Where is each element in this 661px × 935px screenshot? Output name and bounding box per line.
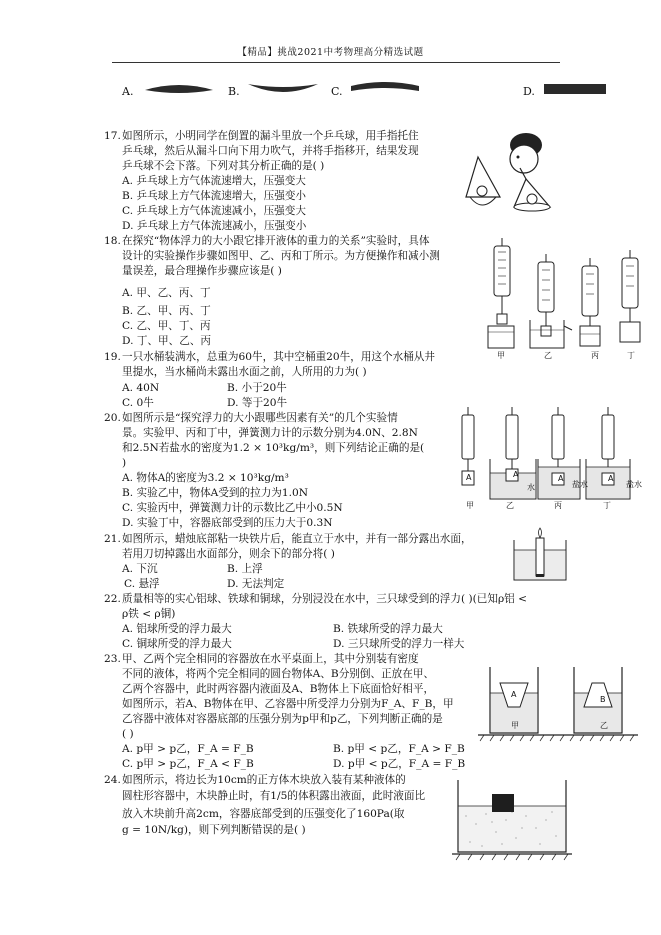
q20-label-saltwater-1: 盐水 xyxy=(572,480,588,489)
q22-line-1: 质量相等的实心铝球、铁球和铜球，分别浸没在水中，三只球受到的浮力( )(已知ρ铝 < xyxy=(122,593,528,605)
q19-number: 19. xyxy=(104,351,121,363)
lens-shape-d xyxy=(544,84,608,96)
q19-option-c: C. 0牛 xyxy=(122,397,154,409)
q21-option-b: B. 上浮 xyxy=(227,563,263,575)
q23-option-c: C. p甲 > p乙，F_A < F_B xyxy=(122,758,254,770)
q23-label-jia: 甲 xyxy=(511,721,519,730)
q18-option-a: A. 甲、乙、丙、丁 xyxy=(122,287,211,299)
q20-block-a-label-ding: A xyxy=(608,474,614,483)
exp-ding xyxy=(586,407,630,499)
q18-option-d: D. 丁、甲、乙、丙 xyxy=(122,335,212,347)
q19-line-2: 里提水，当水桶尚未露出水面之前，人所用的力为( ) xyxy=(122,366,367,378)
lens-shape-c xyxy=(349,82,421,96)
spring-scales-figure xyxy=(484,234,644,360)
prev-option-d: D. xyxy=(523,85,535,98)
q23-label-yi: 乙 xyxy=(600,721,608,730)
q19-line-1: 一只水桶装满水，总重为60牛，其中空桶重20牛，用这个水桶从井 xyxy=(122,351,435,363)
q22-option-c: C. 铜球所受的浮力最大 xyxy=(122,638,232,650)
q22-option-d: D. 三只球所受的浮力一样大 xyxy=(333,638,465,650)
q17-number: 17. xyxy=(104,130,121,142)
q18-label-yi: 乙 xyxy=(544,351,552,360)
q18-label-ding: 丁 xyxy=(627,351,635,360)
q23-option-b: B. p甲 < p乙，F_A > F_B xyxy=(333,743,465,755)
q22-line-2: ρ铁 < ρ铜) xyxy=(122,608,176,620)
q24-line-2: 圆柱形容器中，木块静止时，有1/5的体积露出液面，此时液面比 xyxy=(122,790,426,802)
q24-line-3: 放入木块前升高2cm，容器底部受到的压强变化了160Pa(取 xyxy=(122,808,405,820)
q18-line-1: 在探究“物体浮力的大小跟它排开液体的重力的关系”实验时，具体 xyxy=(122,235,430,247)
q18-option-c: C. 乙、甲、丁、丙 xyxy=(122,320,211,332)
q20-option-b: B. 实验乙中，物体A受到的拉力为1.0N xyxy=(122,487,309,499)
q20-label-bing: 丙 xyxy=(554,501,562,510)
header-rule xyxy=(112,62,560,63)
q24-line-4: g = 10N/kg)，则下列判断错误的是( ) xyxy=(122,824,306,836)
q17-option-d: D. 乒乓球上方气体流速减小，压强变小 xyxy=(122,220,307,232)
q18-label-jia: 甲 xyxy=(497,351,505,360)
q23-line-2: 不同的液体，将两个完全相同的圆台物体A、B分别倒、正放在甲、 xyxy=(122,668,435,680)
q20-label-yi: 乙 xyxy=(506,501,514,510)
q20-label-water: 水 xyxy=(527,483,535,492)
scale-ding xyxy=(620,250,640,342)
q23-option-d: D. p甲 < p乙，F_A = F_B xyxy=(333,758,466,770)
q20-option-d: D. 实验丁中，容器底部受到的压力大于0.3N xyxy=(122,517,333,529)
prev-option-b: B. xyxy=(228,85,240,98)
q23-label-b: B xyxy=(600,695,606,704)
q21-number: 21. xyxy=(104,533,121,545)
q21-line-1: 如图所示，蜡烛底部粘一块铁片后，能直立于水中，并有一部分露出水面， xyxy=(122,533,472,545)
q17-line-2: 乒乓球，然后从漏斗口向下用力吹气，并将手指移开，结果发现 xyxy=(122,145,419,157)
q20-option-c: C. 实验丙中，弹簧测力计的示数比乙中小0.5N xyxy=(122,502,343,514)
q20-block-a-label-bing: A xyxy=(558,474,564,483)
q20-option-a: A. 物体A的密度为3.2 × 10³kg/m³ xyxy=(122,472,289,484)
q23-number: 23. xyxy=(104,653,121,665)
q21-option-d: D. 无法判定 xyxy=(227,578,285,590)
q24-number: 24. xyxy=(104,774,121,786)
q21-option-a: A. 下沉 xyxy=(122,563,158,575)
q18-number: 18. xyxy=(104,235,121,247)
q22-number: 22. xyxy=(104,593,121,605)
candle-in-water-figure xyxy=(512,528,568,582)
q23-label-a: A xyxy=(511,690,517,699)
scale-jia xyxy=(488,238,514,348)
q21-option-c: C. 悬浮 xyxy=(124,578,160,590)
q23-line-4: 如图所示，若A、B物体在甲、乙容器中所受浮力分别为F_A、F_B，甲 xyxy=(122,698,454,710)
q18-option-b: B. 乙、甲、丙、丁 xyxy=(122,305,211,317)
q20-label-ding: 丁 xyxy=(603,501,611,510)
q22-option-a: A. 铝球所受的浮力最大 xyxy=(122,623,232,635)
q20-number: 20. xyxy=(104,412,121,424)
q22-option-b: B. 铁球所受的浮力最大 xyxy=(333,623,443,635)
q18-line-3: 量误差，最合理操作步骤应该是( ) xyxy=(122,265,282,277)
q21-line-2: 若用刀切掉露出水面部分，则余下的部分将( ) xyxy=(122,548,335,560)
scale-bing xyxy=(580,258,600,346)
floating-cube-figure xyxy=(452,776,572,862)
q23-option-a: A. p甲 > p乙，F_A = F_B xyxy=(122,743,254,755)
funnel-blowing-figure xyxy=(462,127,570,217)
q20-line-1: 如图所示是“探究浮力的大小跟哪些因素有关”的几个实验情 xyxy=(122,412,398,424)
q17-option-c: C. 乒乓球上方气体流速减小，压强变大 xyxy=(122,205,306,217)
two-containers-figure xyxy=(478,663,638,745)
q23-line-6: ( ) xyxy=(122,728,134,740)
q20-line-3: 和2.5N若盐水的密度为1.2 × 10³kg/m³，则下列结论正确的是( xyxy=(122,442,425,454)
q23-line-5: 乙容器中液体对容器底部的压强分别为p甲和p乙，下列判断正确的是 xyxy=(122,713,443,725)
q17-option-a: A. 乒乓球上方气体流速增大，压强变大 xyxy=(122,175,306,187)
q23-line-1: 甲、乙两个完全相同的容器放在水平桌面上，其中分别装有密度 xyxy=(122,653,419,665)
page-header: 【精品】挑战2021中考物理高分精选试题 xyxy=(237,47,424,58)
lens-shape-b xyxy=(246,82,320,98)
q18-label-bing: 丙 xyxy=(591,351,599,360)
q17-line-3: 乒乓球不会下落。下列对其分析正确的是( ) xyxy=(122,160,325,172)
prev-option-c: C. xyxy=(331,85,343,98)
q20-label-jia: 甲 xyxy=(466,501,474,510)
prev-option-a: A. xyxy=(122,85,134,98)
buoyancy-experiments-figure xyxy=(458,403,654,507)
q19-option-d: D. 等于20牛 xyxy=(227,397,288,409)
q19-option-a: A. 40N xyxy=(122,382,160,394)
q20-label-saltwater-2: 盐水 xyxy=(626,480,642,489)
q19-option-b: B. 小于20牛 xyxy=(227,382,287,394)
q20-line-4: ) xyxy=(122,457,127,469)
q17-option-b: B. 乒乓球上方气体流速增大，压强变小 xyxy=(122,190,307,202)
container-yi xyxy=(574,667,622,733)
q23-line-3: 乙两个容器中，此时两容器内液面及A、B物体上下底面恰好相平， xyxy=(122,683,435,695)
scale-yi xyxy=(530,254,572,348)
lens-shape-a xyxy=(143,82,215,96)
q24-line-1: 如图所示，将边长为10cm的正方体木块放入装有某种液体的 xyxy=(122,774,406,786)
q18-line-2: 设计的实验操作步骤如图甲、乙、丙和丁所示。为方便操作和减小测 xyxy=(122,250,440,262)
q20-block-a-label: A xyxy=(466,473,472,482)
q20-block-a-label-yi: A xyxy=(513,470,519,479)
q20-line-2: 景。实验甲、丙和丁中，弹簧测力计的示数分别为4.0N、2.8N xyxy=(122,427,418,439)
q17-line-1: 如图所示，小明同学在倒置的漏斗里放一个乒乓球，用手指托住 xyxy=(122,130,419,142)
